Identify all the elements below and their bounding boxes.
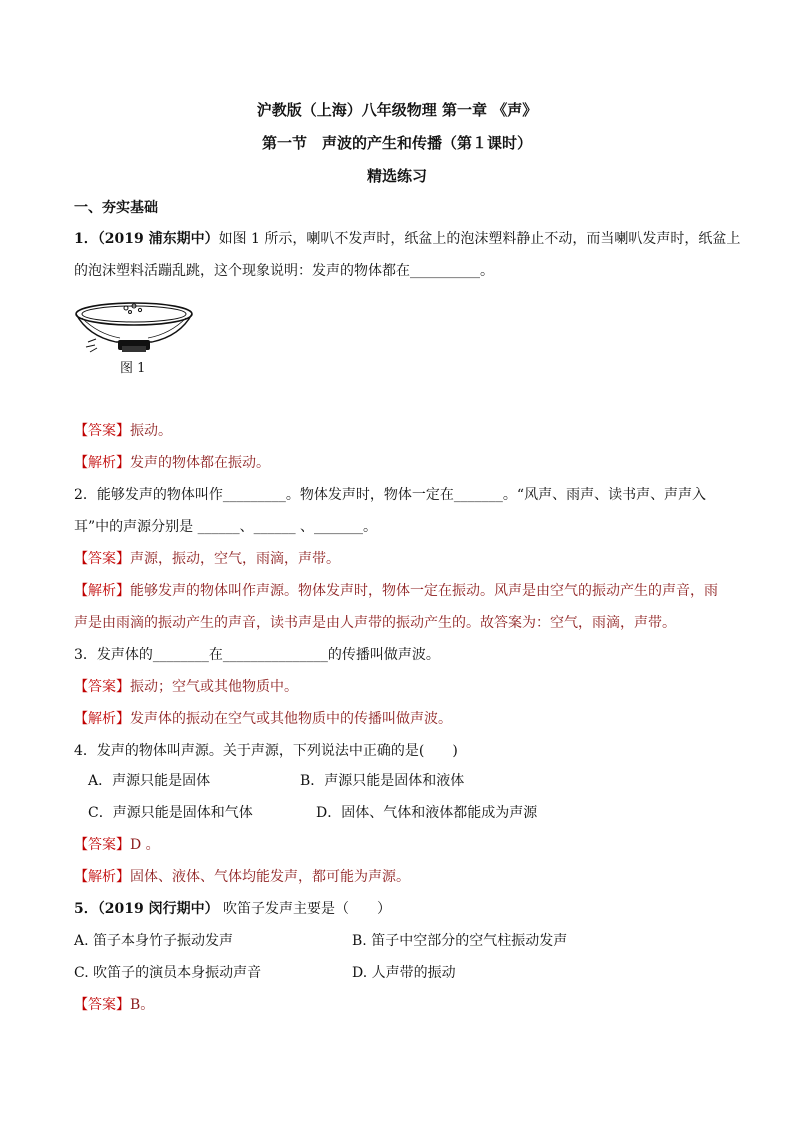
question-5-option-b: B. 笛子中空部分的空气柱振动发声 xyxy=(352,933,568,949)
question-1-text: 如图 1 所示，喇叭不发声时，纸盆上的泡沫塑料静止不动，而当喇叭发声时，纸盆上 xyxy=(218,231,741,247)
question-4-analysis xyxy=(74,867,734,887)
analysis-text: 发声体的振动在空气或其他物质中的传播叫做声波。 xyxy=(130,711,452,727)
analysis-text: 发声的物体都在振动。 xyxy=(130,455,270,471)
document-title: 沪教版（上海）八年级物理 第一章 《声》 xyxy=(256,101,538,119)
question-5-option-a: A. 笛子本身竹子振动发声 xyxy=(74,933,234,949)
exercise-label: 精选练习 xyxy=(366,167,427,185)
question-4-option-d: D．固体、气体和液体都能成为声源 xyxy=(316,805,538,821)
analysis-tag: 【解析】 xyxy=(74,583,130,599)
question-2-line-1: 2．能够发声的物体叫作_________。物体发声时，物体一定在_______。“风声、雨声、读书声、声声入 xyxy=(74,487,707,503)
question-1-number: 1． xyxy=(74,231,98,247)
question-5-line-1 xyxy=(74,899,734,919)
question-2-analysis-2: 声是由雨滴的振动产生的声音，读书声是由人声带的振动产生的。故答案为：空气，雨滴，声带。 xyxy=(74,615,676,631)
question-5-answer xyxy=(74,995,734,1015)
lesson-title: 第一节 声波的产生和传播（第１课时） xyxy=(261,134,532,152)
analysis-tag: 【解析】 xyxy=(74,711,130,727)
question-2-answer xyxy=(74,549,734,569)
question-5-text: 吹笛子发声主要是（ ） xyxy=(218,901,392,917)
analysis-text: 固体、液体、气体均能发声，都可能为声源。 xyxy=(130,869,410,885)
answer-tag: 【答案】 xyxy=(74,837,130,853)
question-3-answer xyxy=(74,677,734,697)
answer-text: 振动。 xyxy=(130,423,172,439)
answer-text: 声源，振动，空气，雨滴，声带。 xyxy=(130,551,340,567)
question-4-answer xyxy=(74,835,734,855)
answer-text: B。 xyxy=(130,997,155,1013)
question-4-option-b: B．声源只能是固体和液体 xyxy=(300,773,465,789)
question-5-source: （2019 闵行期中） xyxy=(97,901,219,917)
question-1-line-2: 的泡沫塑料活蹦乱跳，这个现象说明：发声的物体都在__________。 xyxy=(74,263,494,279)
figure-1-caption: 图 1 xyxy=(120,361,146,376)
question-5-option-d: D. 人声带的振动 xyxy=(352,965,456,981)
question-1-answer xyxy=(74,421,734,441)
section-heading: 一、夯实基础 xyxy=(74,200,158,216)
answer-text: D 。 xyxy=(130,837,160,853)
question-5-number: 5． xyxy=(74,901,98,917)
question-3-line-1: 3．发声体的________在_______________的传播叫做声波。 xyxy=(74,647,440,663)
analysis-text: 能够发声的物体叫作声源。物体发声时，物体一定在振动。风声是由空气的振动产生的声音，雨 xyxy=(130,583,718,599)
question-1-source: （2019 浦东期中） xyxy=(97,231,219,247)
answer-tag: 【答案】 xyxy=(74,551,130,567)
question-4-option-a: A．声源只能是固体 xyxy=(88,773,211,789)
analysis-tag: 【解析】 xyxy=(74,869,130,885)
answer-text: 振动；空气或其他物质中。 xyxy=(130,679,298,695)
question-2-analysis-1 xyxy=(74,581,734,601)
question-4-line-1: 4．发声的物体叫声源。关于声源，下列说法中正确的是( ) xyxy=(74,743,458,759)
answer-tag: 【答案】 xyxy=(74,679,130,695)
question-5-option-c: C. 吹笛子的演员本身振动声音 xyxy=(74,965,262,981)
analysis-tag: 【解析】 xyxy=(74,455,130,471)
answer-tag: 【答案】 xyxy=(74,997,130,1013)
question-1-line-1 xyxy=(74,229,741,249)
speaker-figure xyxy=(68,294,198,360)
question-2-line-2: 耳”中的声源分别是 ______、______ 、_______。 xyxy=(74,519,378,535)
question-4-option-c: C．声源只能是固体和气体 xyxy=(88,805,253,821)
question-1-analysis xyxy=(74,453,734,473)
question-3-analysis xyxy=(74,709,734,729)
answer-tag: 【答案】 xyxy=(74,423,130,439)
